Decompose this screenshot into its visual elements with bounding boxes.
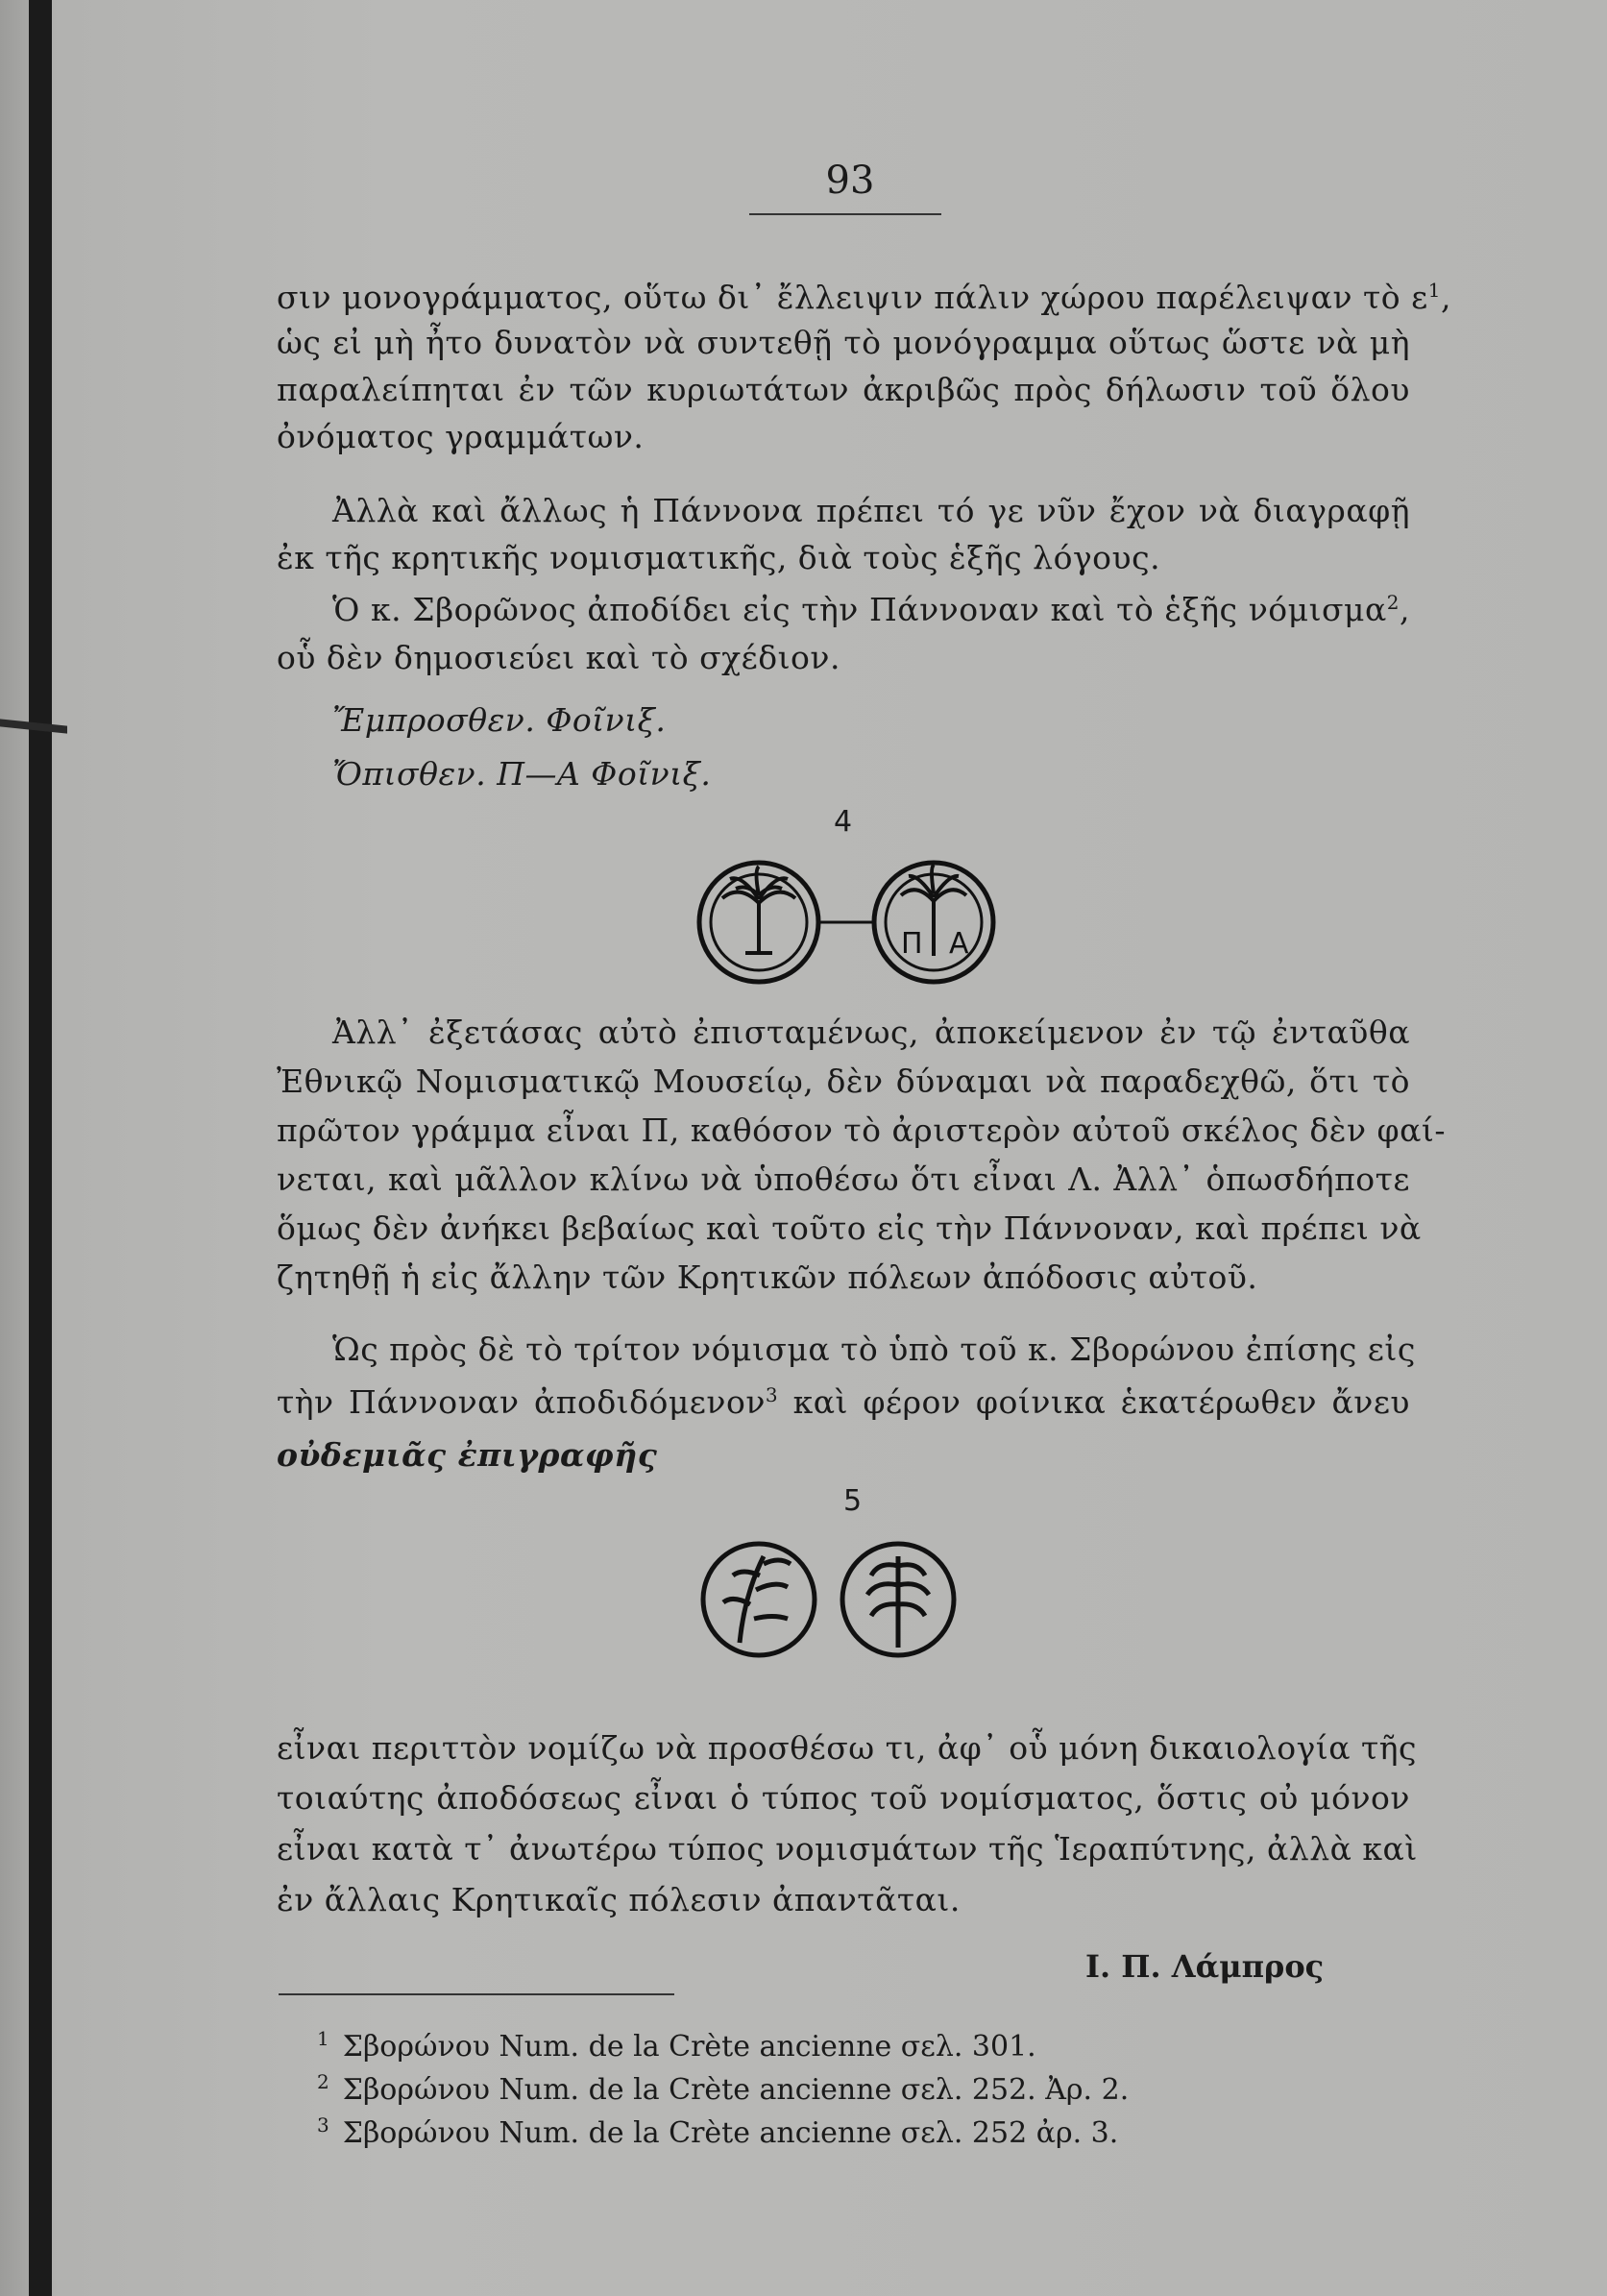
text-line: Ὁ κ. Σβορῶνος ἀποδίδει εἰς τὴν Πάννοναν καὶ τὸ ἑξῆς νόμισμα$^2$, bbox=[332, 591, 1410, 628]
text-line: ζητηθῇ ἡ εἰς ἄλλην τῶν Κρητικῶν πόλεων ἀπόδοσις αὐτοῦ. bbox=[277, 1258, 1258, 1296]
footnote-1: $^1$ Σβορώνου Num. de la Crète ancienne σελ. 301. bbox=[317, 2027, 1036, 2064]
text-line: νεται, καὶ μᾶλλον κλίνω νὰ ὑποθέσω ὅτι εἶναι Λ. Ἀλλ᾽ ὁπωσδήποτε bbox=[277, 1160, 1410, 1198]
text-line: ἐκ τῆς κρητικῆς νομισματικῆς, διὰ τοὺς ἑξῆς λόγους. bbox=[277, 539, 1161, 576]
text-line: εἶναι κατὰ τ᾽ ἀνωτέρω τύπος νομισμάτων τῆς Ἱεραπύτνης, ἀλλὰ καὶ bbox=[277, 1830, 1418, 1868]
text-line: Ἐθνικῷ Νομισματικῷ Μουσείῳ, δὲν δύναμαι νὰ παραδεχθῶ, ὅτι τὸ bbox=[277, 1063, 1410, 1100]
text-line: παραλείπηται ἐν τῶν κυριωτάτων ἀκριβῶς πρὸς δήλωσιν τοῦ ὅλου bbox=[277, 371, 1410, 408]
text-line: σιν μονογράμματος, οὕτω δι᾽ ἔλλειψιν πάλιν χώρου παρέλειψαν τὸ $\varepsilon^1$, bbox=[277, 279, 1451, 316]
text-line: πρῶτον γράμμα εἶναι Π, καθόσον τὸ ἀριστερὸν αὐτοῦ σκέλος δὲν φαί- bbox=[277, 1111, 1446, 1149]
page-number: 93 bbox=[825, 159, 875, 203]
text-line: ὡς εἰ μὴ ἦτο δυνατὸν νὰ συντεθῇ τὸ μονόγραμμα οὕτως ὥστε νὰ μὴ bbox=[277, 324, 1410, 361]
text-line: τοιαύτης ἀποδόσεως εἶναι ὁ τύπος τοῦ νομίσματος, ὅστις οὐ μόνον bbox=[277, 1779, 1410, 1817]
text-line: ἐν ἄλλαις Κρητικαῖς πόλεσιν ἀπαντᾶται. bbox=[277, 1881, 961, 1918]
text-line: εἶναι περιττὸν νομίζω νὰ προσθέσω τι, ἀφ᾽ οὗ μόνη δικαιολογία τῆς bbox=[277, 1729, 1418, 1767]
text-line: Ὡς πρὸς δὲ τὸ τρίτον νόμισμα τὸ ὑπὸ τοῦ κ. Σβορώνου ἐπίσης εἰς bbox=[332, 1331, 1416, 1368]
page-number-rule bbox=[749, 213, 941, 215]
footnote-3: $^3$ Σβορώνου Num. de la Crète ancienne σελ. 252 ἀρ. 3. bbox=[317, 2113, 1119, 2150]
coin-obverse bbox=[699, 863, 818, 982]
footnote-rule bbox=[279, 1993, 674, 1995]
text-line: οὗ δὲν δημοσιεύει καὶ τὸ σχέδιον. bbox=[277, 639, 840, 676]
book-binding bbox=[29, 0, 52, 2296]
figure-4-number: 4 bbox=[834, 805, 853, 839]
coin-reverse bbox=[874, 863, 993, 982]
text-line: Ἀλλ᾽ ἐξετάσας αὐτὸ ἐπισταμένως, ἀποκείμενον ἐν τῷ ἐνταῦθα bbox=[332, 1014, 1410, 1051]
reverse-description: Ὄπισθεν. Π—Α Φοῖνιξ. bbox=[332, 755, 712, 793]
obverse-description: Ἔμπροσθεν. Φοῖνιξ. bbox=[332, 701, 667, 739]
coin-letter-left: Π bbox=[901, 927, 923, 961]
text-line: ὀνόματος γραμμάτων. bbox=[277, 418, 645, 455]
signature: Ι. Π. Λάμπρος bbox=[1085, 1948, 1325, 1985]
text-line: τὴν Πάννοναν ἀποδιδόμενον$^3$ καὶ φέρον φοίνικα ἑκατέρωθεν ἄνευ bbox=[277, 1383, 1410, 1421]
figure-5-number: 5 bbox=[843, 1484, 863, 1518]
text-line: Ἀλλὰ καὶ ἄλλως ἡ Πάννονα πρέπει τό γε νῦν ἔχον νὰ διαγραφῇ bbox=[332, 492, 1410, 529]
coin-reverse bbox=[842, 1544, 954, 1655]
coin-obverse bbox=[703, 1544, 815, 1655]
coin-letter-right: Α bbox=[949, 927, 969, 961]
figure-4-coins bbox=[682, 845, 1037, 999]
figure-5-coins bbox=[687, 1527, 975, 1672]
footnote-2: $^2$ Σβορώνου Num. de la Crète ancienne σελ. 252. Ἀρ. 2. bbox=[317, 2070, 1130, 2107]
text-line: ὅμως δὲν ἀνήκει βεβαίως καὶ τοῦτο εἰς τὴν Πάννοναν, καὶ πρέπει νὰ bbox=[277, 1209, 1422, 1247]
text-line: οὐδεμιᾶς ἐπιγραφῆς bbox=[277, 1436, 658, 1474]
